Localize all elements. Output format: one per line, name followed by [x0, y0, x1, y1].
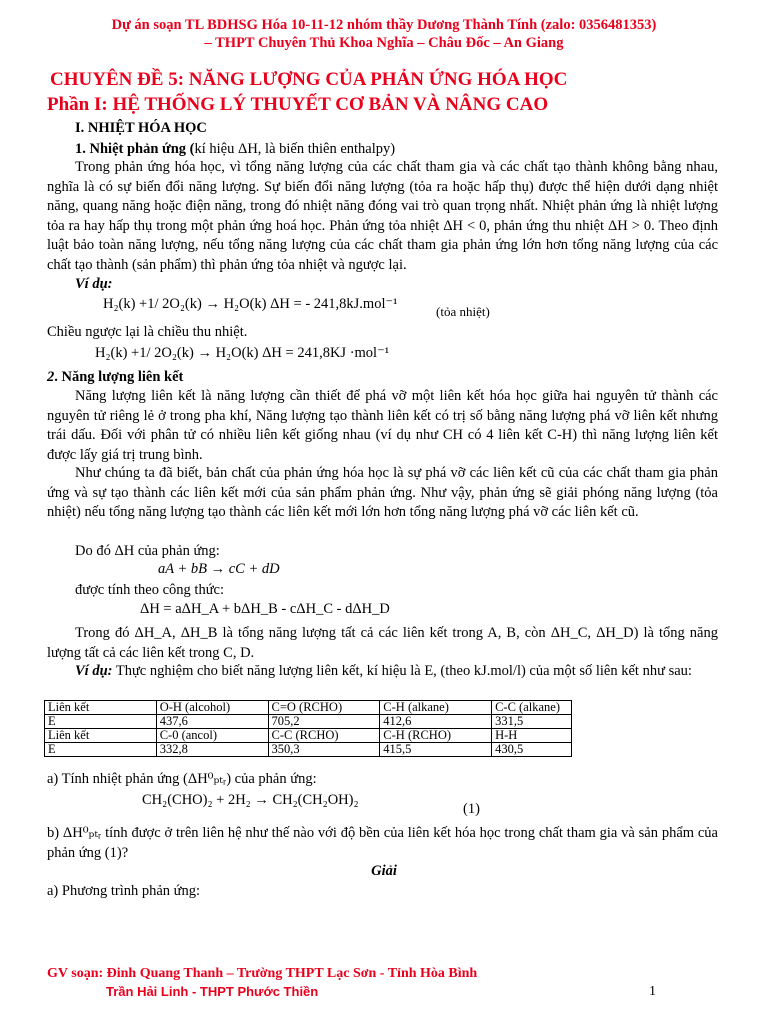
answer-a: a) Phương trình phản ứng: [47, 883, 201, 899]
example-label-1: Ví dụ: [75, 276, 113, 292]
header-line-1: Dự án soạn TL BDHSG Hóa 10-11-12 nhóm thầy Dương Thành Tính (zalo: 0356481353) [111, 17, 657, 33]
table-cell: 412,6 [380, 715, 492, 729]
question-b-label: b) [47, 825, 60, 841]
question-b-text: tính được ở trên liên hệ như thế nào với độ bền của liên kết hóa học trong chất tham gia và sản phẩm của phản ứng (1)? [47, 825, 718, 861]
table-cell: 332,8 [156, 743, 268, 757]
table-cell: E [45, 715, 157, 729]
section-heading-2-num: 2 [47, 369, 55, 385]
question-a-text: a) Tính nhiệt phản ứng ( [47, 771, 188, 787]
equation-1-note: (tỏa nhiệt) [436, 304, 490, 319]
table-cell: 350,3 [268, 743, 380, 757]
paragraph-example-2 [47, 662, 718, 682]
equation-3: aA + bB → cC + dD [158, 561, 280, 577]
table-cell: E [45, 743, 157, 757]
table-cell: 705,2 [268, 715, 380, 729]
equation-4: ΔH = aΔH_A + bΔH_B - cΔH_C - dΔH_D [140, 601, 390, 617]
chapter-title: CHUYÊN ĐỀ 5: NĂNG LƯỢNG CỦA PHẢN ỨNG HÓA HỌC [50, 69, 568, 90]
table-cell: Liên kết [45, 729, 157, 743]
table-cell: 437,6 [156, 715, 268, 729]
table-cell: H-H [492, 729, 572, 743]
question-b-symbol: ΔH⁰ₚₜᵣ [62, 825, 102, 841]
question-a [47, 770, 317, 790]
table-cell: C-0 (ancol) [156, 729, 268, 743]
question-b [47, 824, 718, 863]
table-cell: 430,5 [492, 743, 572, 757]
footer-author: GV soạn: Đinh Quang Thanh – Trường THPT Lạc Sơn - Tỉnh Hòa Bình [47, 966, 478, 981]
table-row [45, 715, 572, 729]
question-a-symbol: ΔH⁰ₚₜᵣ [187, 771, 227, 787]
solution-heading: Giải [371, 863, 397, 879]
example-label-2: Ví dụ: [75, 663, 113, 679]
table-row [45, 701, 572, 715]
section-heading-1: I. NHIỆT HÓA HỌC [75, 120, 207, 136]
table-row [45, 729, 572, 743]
reverse-direction-text: Chiều ngược lại là chiều thu nhiệt. [47, 324, 248, 340]
paragraph-formula-intro: được tính theo công thức: [75, 582, 225, 598]
subheading-heat-of-reaction [75, 140, 395, 160]
paragraph-reaction-nature: Như chúng ta đã biết, bản chất của phản ứng hóa học là sự phá vỡ các liên kết cũ của các chất tham gia phản ứng và sự tạo thành các liên kết mới của sản phẩm phản ứng. Như vậy, phản ứng sẽ giải phóng năng lượng (tỏa nhiệt) nếu tổng năng lượng tạo thành các liên kết mới lớn hơn tổng năng lượng phá vỡ các liên kết cũ. [47, 465, 718, 520]
table-cell: 415,5 [380, 743, 492, 757]
equation-1: H₂(k) +1/ 2O₂(k) → H₂O(k) ΔH = - 241,8kJ.mol⁻¹ [103, 296, 398, 312]
paragraph-bond-energy: Năng lượng liên kết là năng lượng cần thiết để phá vỡ một liên kết hóa học giữa hai nguyên tử thành các nguyên tử riêng lẻ ở trong pha khí, Năng lượng tạo thành liên kết có trị số bằng năng lượng phá vỡ liên kết nhưng trái dấu. Đối với phân tử có nhiều liên kết giống nhau (ví dụ như CH có 4 liên kết C-H) thì năng lượng liên kết được lấy giá trị trung bình. [47, 388, 718, 463]
section-heading-2-text: . Năng lượng liên kết [54, 369, 184, 385]
part-title: Phần I: HỆ THỐNG LÝ THUYẾT CƠ BẢN VÀ NÂNG CAO [47, 94, 549, 115]
paragraph-where: Trong đó ΔH_A, ΔH_B là tổng năng lượng tất cả các liên kết trong A, B, còn ΔH_C, ΔH_D) là tổng năng lượng tất cả các liên kết trong C, D. [47, 625, 718, 661]
equation-2: H₂(k) +1/ 2O₂(k) → H₂O(k) ΔH = 241,8KJ ·mol⁻¹ [95, 345, 390, 361]
section-heading-2 [47, 368, 183, 388]
table-cell: C-H (RCHO) [380, 729, 492, 743]
equation-5: CH₂(CHO)₂ + 2H₂ → CH₂(CH₂OH)₂ [142, 792, 359, 808]
example-text-2: Thực nghiệm cho biết năng lượng liên kết, kí hiệu là E, (theo kJ.mol/l) của một số liên kết như sau: [115, 663, 692, 679]
table-cell: C-H (alkane) [380, 701, 492, 715]
table-cell: O-H (alcohol) [156, 701, 268, 715]
header-line-2: – THPT Chuyên Thủ Khoa Nghĩa – Châu Đốc – An Giang [204, 35, 564, 51]
table-cell: Liên kết [45, 701, 157, 715]
question-a-end: ) của phản ứng: [226, 771, 317, 787]
equation-5-number: (1) [463, 801, 480, 817]
paragraph-heat: Trong phản ứng hóa học, vì tổng năng lượng của các chất tham gia và các chất tạo thành không bằng nhau, nghĩa là có sự biến đổi năng lượng. Sự biến đổi năng lượng (tỏa ra hoặc hấp thụ) được thể hiện dưới dạng nhiệt năng, quang năng hoặc điện năng, trong đó nhiệt năng đóng vai trò quan trọng nhất. Nhiệt phản ứng là nhiệt lượng tỏa ra hay hấp thụ trong một phản ứng hoá học. Phản ứng tỏa nhiệt ΔH < 0, phản ứng thu nhiệt ΔH > 0. Theo định luật bảo toàn năng lượng, nếu tổng năng lượng của các chất tham gia phản ứng lớn hơn tổng năng lượng của các chất tạo thành (sản phẩm) thì phản ứng tỏa nhiệt và ngược lại. [47, 159, 718, 273]
subheading-rest: kí hiệu ΔH, là biến thiên enthalpy) [194, 141, 396, 157]
page-number: 1 [649, 984, 656, 999]
table-cell: C-C (alkane) [492, 701, 572, 715]
footer-signature: Trần Hải Linh - THPT Phước Thiền [106, 984, 319, 999]
table-row [45, 743, 572, 757]
subheading-bold: 1. Nhiệt phản ứng ( [75, 141, 195, 157]
table-cell: C=O (RCHO) [268, 701, 380, 715]
table-cell: C-C (RCHO) [268, 729, 380, 743]
table-cell: 331,5 [492, 715, 572, 729]
paragraph-delta-h: Do đó ΔH của phản ứng: [75, 543, 220, 559]
bond-energy-table [44, 700, 572, 757]
